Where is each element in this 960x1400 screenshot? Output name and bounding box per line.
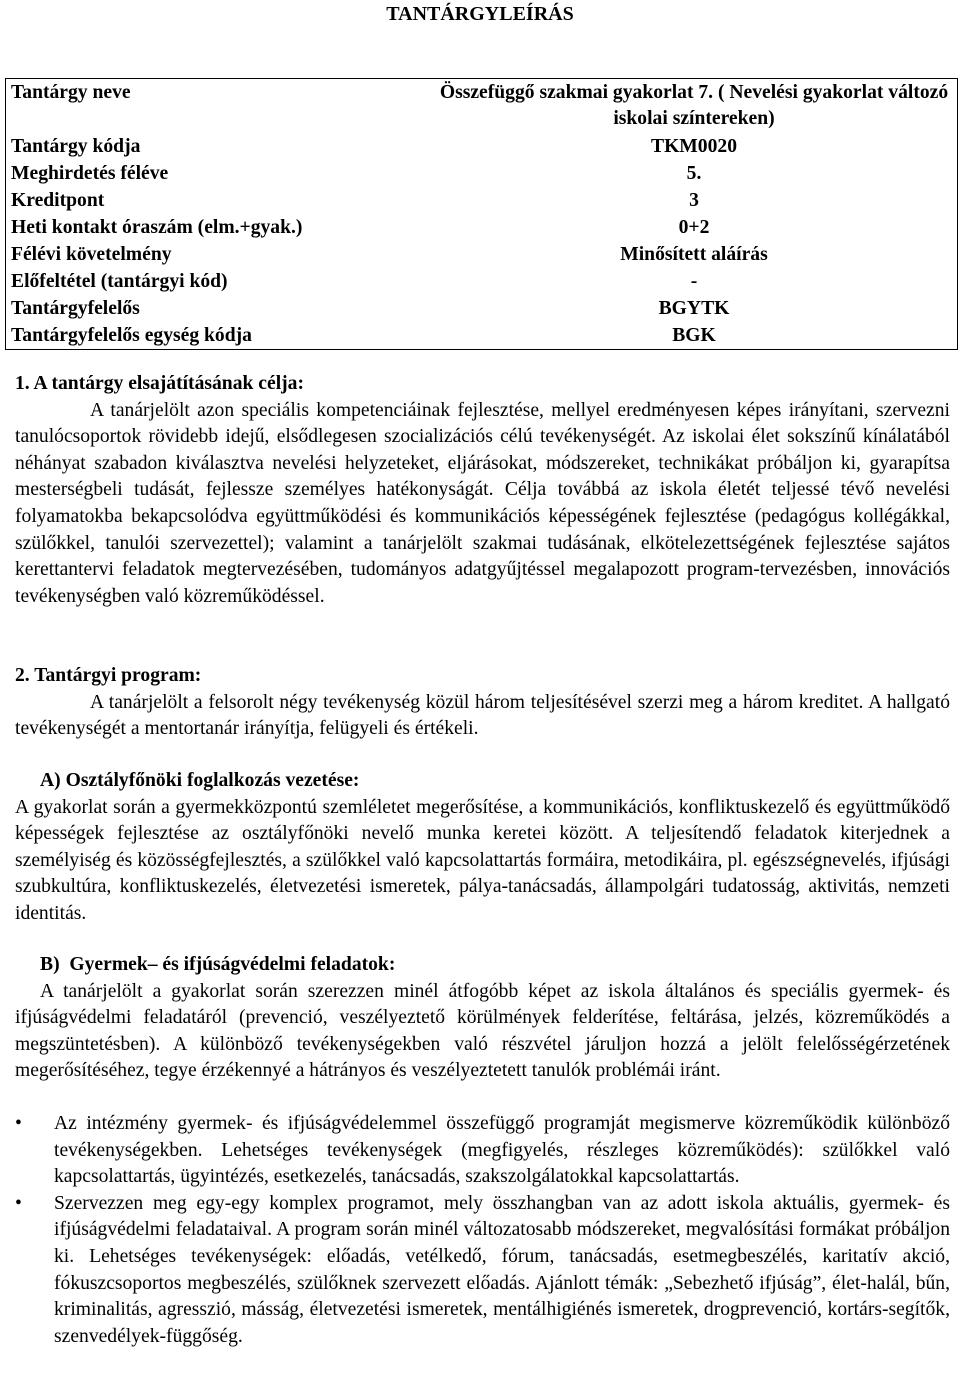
info-label: Meghirdetés féléve <box>11 163 169 184</box>
section-heading: 2. Tantárgyi program: <box>15 665 202 686</box>
bullet-icon: • <box>15 1192 22 1214</box>
list-item <box>15 1191 950 1351</box>
info-value: Minősített aláírás <box>620 244 768 265</box>
info-label: Tantárgyfelelős <box>11 298 140 319</box>
document-title: TANTÁRGYLEÍRÁS <box>386 3 574 25</box>
info-value: 3 <box>689 190 699 211</box>
section-body: A tanárjelölt azon speciális kompetenciáinak fejlesztése, mellyel eredményesen képes irányítani, szervezni tanulócsoportok rövidebb idejű, elsődlegesen szocializációs célú tevékenységét. Az iskolai élet sokszínű kínálatából néhányat szabadon kiválasztva nevelési helyzeteket, eljárásokat, módszereket, technikákat próbáljon ki, gyarapítsa mesterségbeli tudását, fejlessze személyes hatékonyságát. Célja továbbá az iskola életét teljessé tévő nevelési folyamatokba bekapcsolódva együttműködési és kommunikációs képességének fejlesztése (pedagógus kollégákkal, szülőkkel, tanulói szervezettel); valamint a tanárjelölt szakmai tudásának, elkötelezettségének fejlesztése sajátos kerettantervi feladatok megtervezésében, tudományos adatgyűjtéssel megalapozott program-tervezésben, innovációs tevékenységben való közreműködéssel. <box>15 399 950 607</box>
info-value: BGK <box>672 325 716 346</box>
activity-list <box>15 1111 950 1350</box>
info-label: Kreditpont <box>11 190 105 211</box>
section-body: A tanárjelölt a gyakorlat során szerezzen minél átfogóbb képet az iskola általános és speciális gyermek- és ifjúságvédelmi feladatáról (prevenció, veszélyeztető körülmények felderítése, feltárása, jelzés, közreműködés a megszüntetésben). A különböző tevékenységekben való részvétel járuljon hozzá a jelölt felelősségérzetének megerősítéséhez, tegye érzékennyé a hátrányos és veszélyeztetett tanulók problémái iránt. <box>15 980 950 1082</box>
info-label: Előfeltétel (tantárgyi kód) <box>11 271 228 292</box>
info-value: - <box>690 271 698 292</box>
section-heading: 1. A tantárgy elsajátításának célja: <box>15 373 304 394</box>
section-homeroom <box>15 768 950 928</box>
info-label: Tantárgy neve <box>11 82 131 103</box>
list-item-text: Szervezzen meg egy-egy komplex programot, mely összhangban van az adott iskola aktuális, gyermek- és ifjúságvédelmi feladataival. A program során minél változatosabb módszereket, megvalósítási formákat próbáljon ki. Lehetséges tevékenységek: előadás, vetélkedő, fórum, tanácsadás, esetmegbeszélés, karitatív akció, fókuszcsoportos megbeszélés, szülőknek szervezett előadás. Ajánlott témák: „Sebezhető ifjúság”, élet-halál, bűn, kriminalitás, agresszió, másság, életvezetési ismeretek, mentálhigiénés ismeretek, drogprevenció, kortárs-segítők, szenvedélyek-függőség. <box>54 1192 950 1347</box>
section-heading: B) Gyermek– és ifjúságvédelmi feladatok: <box>40 954 396 975</box>
course-info-table <box>5 78 958 350</box>
info-label: Tantárgyfelelős egység kódja <box>11 325 252 346</box>
section-child-protection <box>15 952 950 1085</box>
info-value: 5. <box>686 163 702 184</box>
list-item-text: Az intézmény gyermek- és ifjúságvédelemmel összefüggő programját megismerve közreműködik különböző tevékenységekben. Lehetséges tevékenységek (megfigyelés, részleges közreműködés): szülőkkel való kapcsolattartás, ügyintézés, esetkezelés, tanácsadás, szakszolgálatokkal kapcsolattartás. <box>54 1113 950 1188</box>
info-value: 0+2 <box>678 217 710 238</box>
section-goal <box>15 371 950 610</box>
section-body: A gyakorlat során a gyermekközpontú szemléletet megerősítése, a kommunikációs, konfliktuskezelő és együttműködő képességek fejlesztése az osztályfőnöki nevelő munka keretei között. A teljesítendő feladatok kiterjednek a személyiség és közösségfejlesztés, a szülőkkel való kapcsolattartás formáira, metodikáira, pl. egészségnevelés, ifjúsági szubkultúra, konfliktuskezelés, életvezetési ismeretek, pálya-tanácsadás, állampolgári tudatosság, aktivitás, nemzeti identitás. <box>15 796 950 924</box>
info-label: Tantárgy kódja <box>11 136 141 157</box>
bullet-icon: • <box>15 1113 22 1134</box>
info-value: TKM0020 <box>651 136 737 157</box>
info-label: Félévi követelmény <box>11 244 172 265</box>
list-item <box>15 1111 950 1191</box>
section-program <box>15 663 950 743</box>
section-body: A tanárjelölt a felsorolt négy tevékenység közül három teljesítésével szerzi meg a három kreditet. A hallgató tevékenységét a mentortanár irányítja, felügyeli és értékeli. <box>15 691 950 740</box>
info-value: BGYTK <box>658 298 730 319</box>
info-label: Heti kontakt óraszám (elm.+gyak.) <box>11 217 303 238</box>
section-heading: A) Osztályfőnöki foglalkozás vezetése: <box>40 770 360 791</box>
info-value: Összefüggő szakmai gyakorlat 7. ( Nevelési gyakorlat változó iskolai színtereken) <box>439 82 949 129</box>
